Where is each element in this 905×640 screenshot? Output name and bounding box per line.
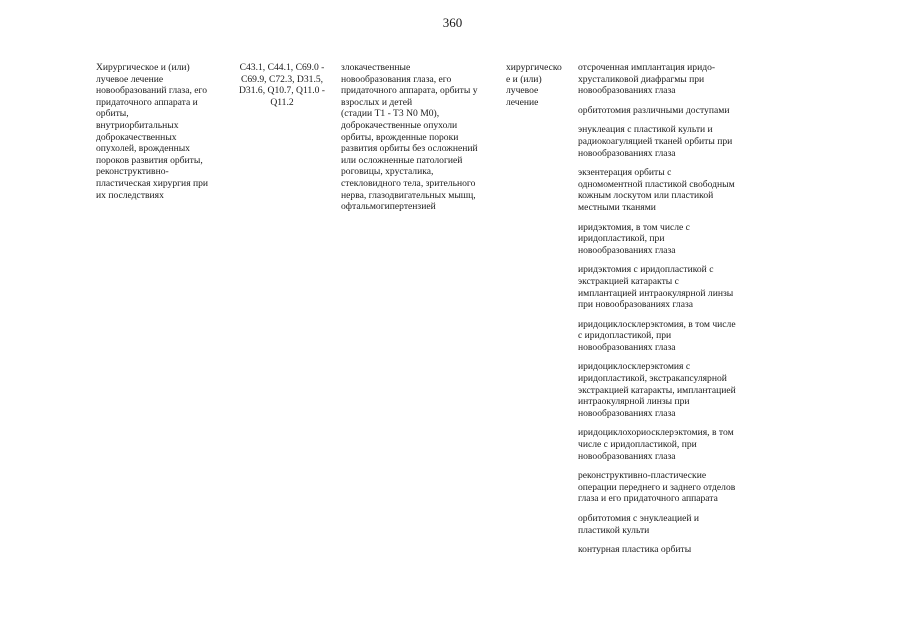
text-line: Хирургическое и (или) <box>96 62 190 73</box>
text-line: иридэктомия, в том числе с <box>578 221 690 233</box>
text-line: нерва, глазодвигательных мышц, <box>341 189 476 201</box>
icd-codes-cell <box>234 62 330 108</box>
treatment-method <box>578 124 761 159</box>
treatment-method <box>578 319 761 354</box>
text-line: числе с иридопластикой, при <box>578 439 697 451</box>
treatment-method <box>578 544 761 556</box>
text-line: имплантацией интраокулярной линзы <box>578 287 734 299</box>
text-line: пороков развития орбиты, <box>96 154 203 166</box>
text-line: (стадии T1 - T3 N0 M0), <box>341 108 440 120</box>
text-line: энуклеация с пластикой культи и <box>578 124 713 136</box>
text-line: новообразований глаза, его <box>96 85 208 97</box>
text-line: при новообразованиях глаза <box>578 299 693 311</box>
text-line: C69.9, C72.3, D31.5, <box>240 73 324 85</box>
text-line: D31.6, Q10.7, Q11.0 - <box>239 85 325 97</box>
text-line: новообразованиях глаза <box>578 244 676 256</box>
text-line: орбиты, врожденные пороки <box>341 131 459 143</box>
text-line: глаза и его придаточного аппарата <box>578 493 718 505</box>
text-line: отсроченная имплантация иридо- <box>578 62 716 73</box>
treatment-method <box>578 264 761 310</box>
text-line: экзентерация орбиты с <box>578 167 672 179</box>
text-line: новообразованиях глаза <box>578 85 676 97</box>
text-line: местными тканями <box>578 201 656 213</box>
text-line: доброкачественных <box>96 131 177 143</box>
text-line: иридоциклосклерэктомия, в том числе <box>578 318 736 330</box>
text-line: иридэктомия с иридопластикой с <box>578 264 714 276</box>
text-line: реконструктивно- <box>96 166 169 178</box>
text-line: реконструктивно-пластические <box>578 470 707 482</box>
text-line: их последствиях <box>96 189 164 201</box>
text-line: лучевое <box>506 85 539 97</box>
text-line: Q11.2 <box>270 96 294 108</box>
text-line: хрусталиковой диафрагмы при <box>578 73 705 85</box>
text-line: C43.1, C44.1, C69.0 - <box>239 62 325 73</box>
text-line: развития орбиты без осложнений <box>341 143 478 155</box>
text-line: хирургическо <box>506 62 562 73</box>
text-line: операции переднего и заднего отделов <box>578 481 736 493</box>
text-line: одномоментной пластикой свободным <box>578 178 735 190</box>
text-line: стекловидного тела, зрительного <box>341 177 476 189</box>
page-number: 360 <box>442 15 463 30</box>
text-line: пластическая хирургия при <box>96 177 209 189</box>
text-line: доброкачественные опухоли <box>341 119 458 131</box>
text-line: злокачественные <box>341 62 411 73</box>
text-line: новообразованиях глаза <box>578 407 676 419</box>
treatment-methods-cell <box>578 62 761 564</box>
text-line: лечение <box>506 96 539 108</box>
procedure-name-cell <box>96 62 228 201</box>
text-line: экстракцией катаракты с <box>578 275 679 287</box>
text-line: иридоциклохориосклерэктомия, в том <box>578 427 734 439</box>
treatment-type-cell <box>506 62 566 108</box>
text-line: интраокулярной линзы при <box>578 396 690 408</box>
treatment-method <box>578 427 761 462</box>
text-line: иридоциклосклерэктомия с <box>578 361 691 373</box>
text-line: с иридопластикой, при <box>578 330 672 342</box>
treatment-method <box>578 105 761 117</box>
text-line: или осложненные патологией <box>341 154 463 166</box>
text-line: экстракцией катаракты, имплантацией <box>578 384 736 396</box>
treatment-method <box>578 361 761 419</box>
text-line: офтальмогипертензией <box>341 201 436 213</box>
text-line: внутриорбитальных <box>96 119 179 131</box>
text-line: пластикой культи <box>578 524 650 536</box>
text-line: придаточного аппарата, орбиты у <box>341 85 478 97</box>
text-line: новообразованиях глаза <box>578 450 676 462</box>
treatment-method <box>578 222 761 257</box>
text-line: опухолей, врожденных <box>96 143 190 155</box>
treatment-method <box>578 470 761 505</box>
text-line: иридопластикой, экстракапсулярной <box>578 373 727 385</box>
text-line: роговицы, хрусталика, <box>341 166 434 178</box>
text-line: взрослых и детей <box>341 96 413 108</box>
text-line: кожным лоскутом или пластикой <box>578 190 714 202</box>
text-line: новообразования глаза, его <box>341 73 452 85</box>
text-line: орбитотомия с энуклеацией и <box>578 513 700 524</box>
text-line: придаточного аппарата и <box>96 96 198 108</box>
treatment-method <box>578 167 761 213</box>
text-line: новообразованиях глаза <box>578 341 676 353</box>
patient-model-cell <box>341 62 497 213</box>
text-line: орбитотомия различными доступами <box>578 104 730 116</box>
text-line: орбиты, <box>96 108 129 120</box>
text-line: контурная пластика орбиты <box>578 544 692 556</box>
treatment-method <box>578 62 761 97</box>
text-line: е и (или) <box>506 73 542 85</box>
text-line: новообразованиях глаза <box>578 147 676 159</box>
text-line: лучевое лечение <box>96 73 164 85</box>
text-line: иридопластикой, при <box>578 233 665 245</box>
text-line: радиокоагуляцией тканей орбиты при <box>578 135 733 147</box>
treatment-method <box>578 513 761 536</box>
